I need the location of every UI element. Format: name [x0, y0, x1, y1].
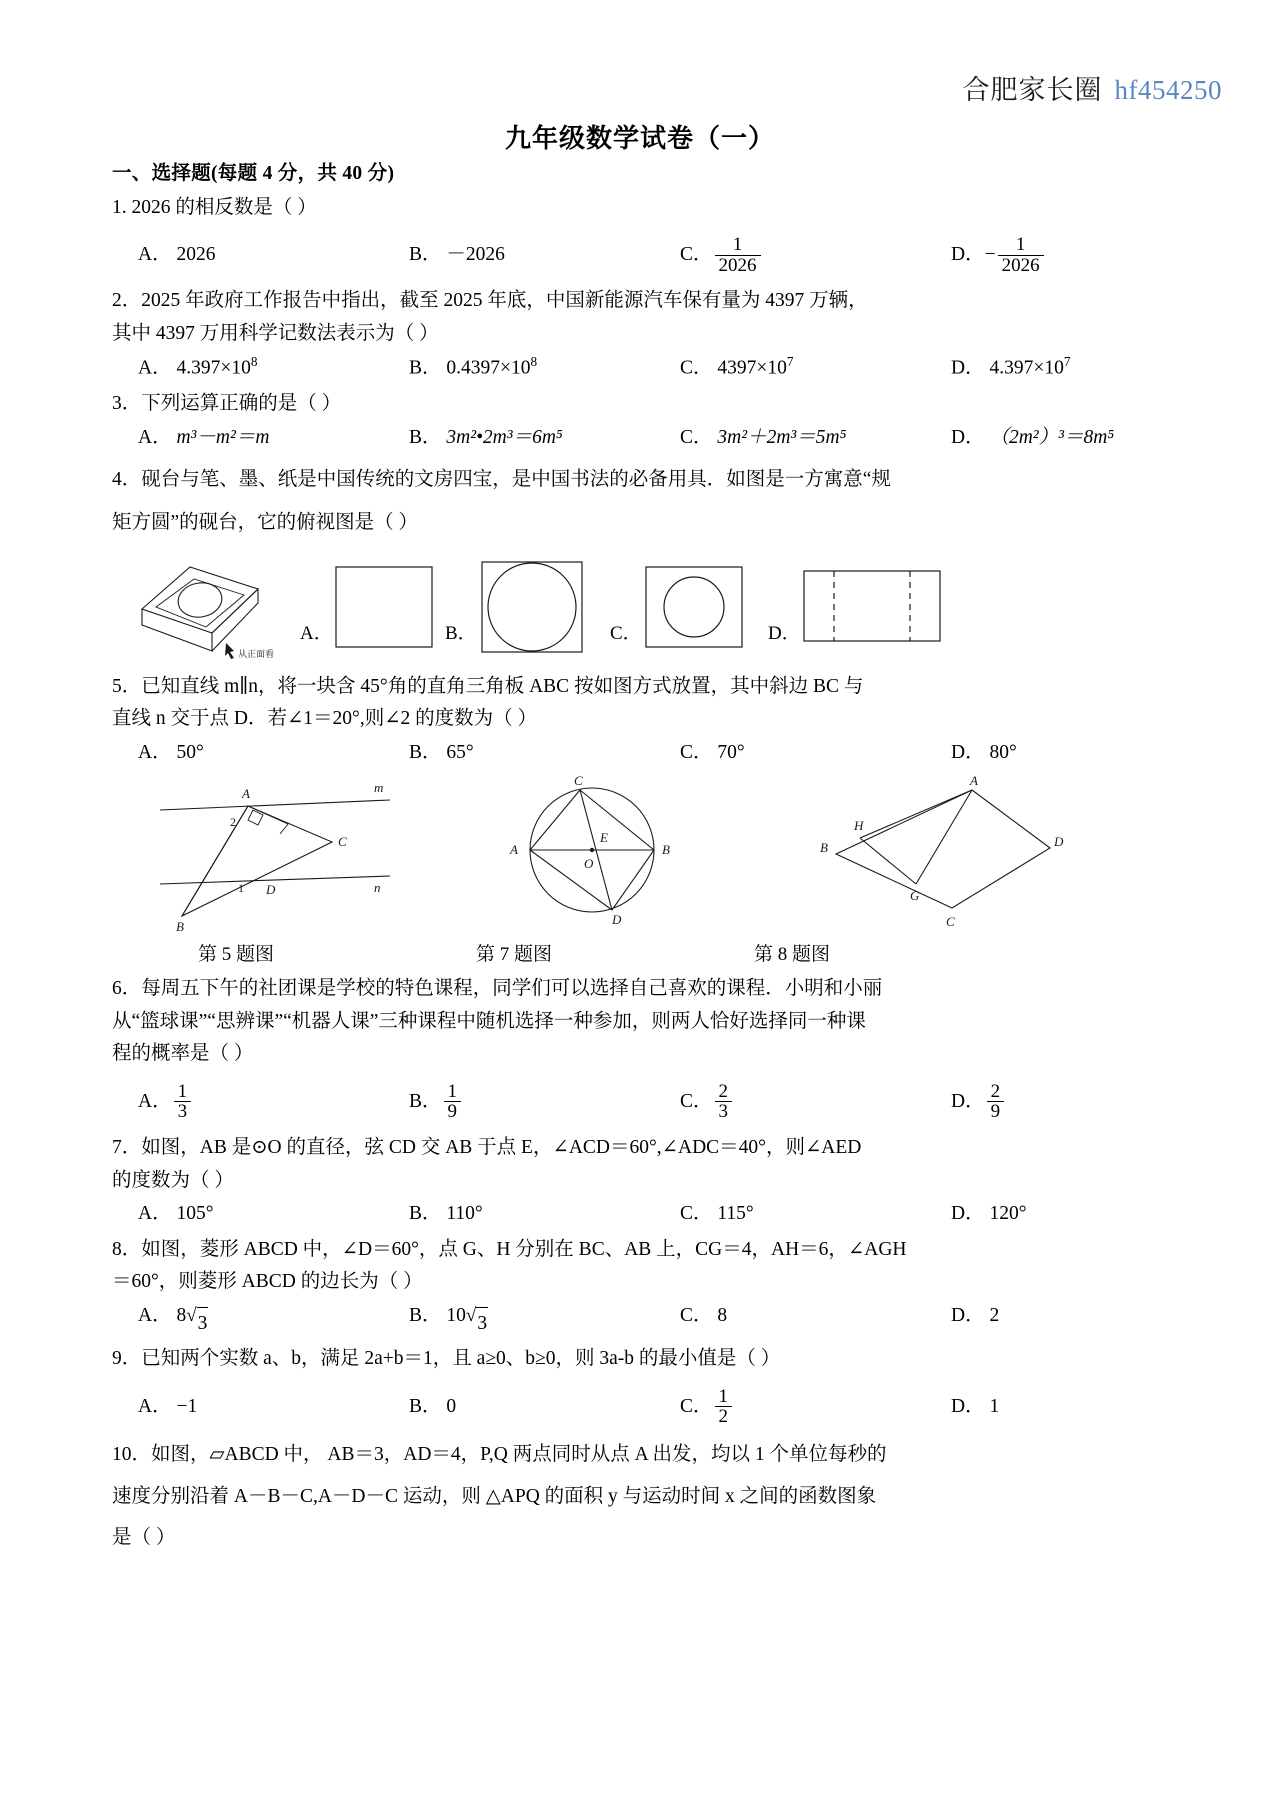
question-6-options	[112, 1076, 1222, 1128]
option-6-D[interactable]	[951, 1082, 1222, 1123]
option-1-B[interactable]	[409, 239, 680, 271]
option-3-A-text: m³－m²＝m	[176, 426, 270, 448]
option-3-C-text: 3m²＋2m³＝5m⁵	[717, 426, 847, 448]
option-4-B-label: B．	[445, 622, 477, 644]
option-8-C-text: 8	[717, 1304, 728, 1326]
fig8-label-A: A	[970, 776, 978, 789]
option-9-A[interactable]	[138, 1391, 409, 1423]
option-1-C-label: C．	[680, 244, 713, 266]
question-2-options	[112, 351, 1222, 384]
watermark-brand: 合肥家长圈	[962, 75, 1103, 105]
option-6-C[interactable]	[680, 1082, 951, 1123]
fig7-center-dot	[590, 848, 594, 852]
option-2-B-label: B．	[409, 357, 442, 379]
option-5-B-label: B．	[409, 741, 442, 763]
fig8-label-D: D	[1054, 834, 1064, 850]
option-4-D-figure[interactable]	[802, 569, 942, 645]
option-1-A-text: 2026	[176, 244, 216, 266]
page-title: 九年级数学试卷（一）	[504, 124, 775, 153]
option-3-C[interactable]	[680, 422, 951, 454]
fig5-angle-2: 2	[230, 815, 236, 830]
option-5-B[interactable]	[409, 737, 680, 769]
option-5-B-text: 65°	[446, 741, 474, 763]
sqrt-3-a: √ 3	[186, 1306, 208, 1340]
option-2-C-label: C．	[680, 357, 713, 379]
option-4-C-figure[interactable]	[644, 565, 744, 649]
fig7-label-E: E	[600, 830, 608, 846]
question-9-stem: 9．已知两个实数 a、b，满足 2a+b＝1，且 a≥0、b≥0，则 3a-b 的最小值是（ ）	[112, 1348, 781, 1370]
option-9-D-text: 1	[989, 1396, 1000, 1418]
fraction-denominator: 9	[444, 1101, 462, 1122]
question-6-line3: 程的概率是（ ）	[112, 1043, 254, 1065]
option-3-A-label: A．	[138, 426, 172, 448]
option-8-D-label: D．	[951, 1304, 985, 1326]
fraction-numerator: 2	[718, 1080, 729, 1102]
fig8-label-C: C	[946, 914, 955, 930]
question-5-line2: 直线 n 交于点 D．若∠1＝20°,则∠2 的度数为（ ）	[112, 708, 538, 730]
option-8-D[interactable]	[951, 1300, 1222, 1340]
option-7-D[interactable]	[951, 1198, 1222, 1230]
fig8-label-B: B	[820, 840, 828, 856]
option-2-B[interactable]	[409, 351, 680, 384]
figure-question-8	[812, 776, 1072, 934]
option-5-D-label: D．	[951, 741, 985, 763]
fraction-one-over-2026-d	[998, 235, 1044, 276]
caption-fig-8: 第 8 题图	[754, 944, 831, 966]
option-9-B[interactable]	[409, 1391, 680, 1423]
option-6-B[interactable]	[409, 1082, 680, 1123]
option-9-B-text: 0	[446, 1396, 457, 1418]
option-6-B-fraction	[444, 1082, 462, 1123]
option-6-B-label: B．	[409, 1091, 442, 1113]
option-6-D-label: D．	[951, 1091, 985, 1113]
question-1-stem: 1. 2026 的相反数是（ ）	[112, 196, 317, 218]
question-4-line2: 矩方圆”的砚台，它的俯视图是（ ）	[112, 512, 419, 534]
option-8-B-label: B．	[409, 1304, 442, 1326]
fig7-label-D: D	[612, 912, 622, 928]
sqrt-3-b: √ 3	[466, 1306, 488, 1340]
option-1-D[interactable]	[951, 235, 1222, 276]
option-3-D-text: （2m²）³＝8m⁵	[989, 426, 1115, 448]
figure-question-5	[152, 776, 412, 936]
inkstone-3d-figure	[130, 547, 280, 665]
option-9-D[interactable]	[951, 1391, 1222, 1423]
option-3-D[interactable]	[951, 422, 1222, 454]
fraction-denominator: 2	[715, 1406, 733, 1427]
option-9-B-label: B．	[409, 1396, 442, 1418]
option-2-B-exp: 8	[530, 354, 538, 370]
question-4-figure-row	[112, 547, 1222, 665]
fig7-label-C: C	[574, 773, 583, 789]
geometry-figure-row	[112, 772, 1222, 940]
option-2-D-label: D．	[951, 357, 985, 379]
option-9-D-label: D．	[951, 1396, 985, 1418]
option-8-C-label: C．	[680, 1304, 713, 1326]
option-3-A[interactable]	[138, 422, 409, 454]
fig5-label-m: m	[374, 780, 384, 796]
option-2-C-exp: 7	[786, 354, 794, 370]
question-7-line1: 7．如图，AB 是⊙O 的直径，弦 CD 交 AB 于点 E，∠ACD＝60°,∠ADC＝40°，则∠AED	[112, 1136, 862, 1158]
question-4-line1: 4．砚台与笔、墨、纸是中国传统的文房四宝，是中国书法的必备用具．如图是一方寓意“规	[112, 468, 891, 490]
question-5-options	[112, 737, 1222, 769]
option-3-C-label: C．	[680, 426, 713, 448]
option-3-D-label: D．	[951, 426, 985, 448]
question-8-line2: ＝60°，则菱形 ABCD 的边长为（ ）	[112, 1271, 423, 1293]
option-7-B[interactable]	[409, 1198, 680, 1230]
watermark-id: hf454250	[1114, 75, 1222, 105]
option-7-B-text: 110°	[446, 1203, 483, 1225]
fraction-numerator: 2	[990, 1080, 1001, 1102]
option-1-B-label: B．	[409, 244, 442, 266]
fraction-one-over-2026-c	[715, 235, 761, 276]
fig5-label-A: A	[242, 786, 250, 802]
minus-sign: −	[984, 244, 996, 266]
question-2-line1: 2．2025 年政府工作报告中指出，截至 2025 年底，中国新能源汽车保有量为 4397 万辆，	[112, 290, 868, 312]
fraction-denominator: 9	[987, 1101, 1005, 1122]
question-2-line2: 其中 4397 万用科学记数法表示为（ ）	[112, 322, 439, 344]
question-1-options	[112, 229, 1222, 281]
option-2-C-base: 4397×10	[717, 357, 787, 379]
option-4-B-figure[interactable]	[479, 559, 585, 655]
option-8-D-text: 2	[989, 1304, 1000, 1326]
fraction-numerator: 1	[447, 1080, 458, 1102]
option-6-C-fraction	[715, 1082, 733, 1123]
option-2-A-base: 4.397×10	[176, 357, 251, 379]
fig5-label-D: D	[266, 882, 276, 898]
option-7-C-label: C．	[680, 1203, 713, 1225]
fig8-label-G: G	[910, 888, 920, 904]
option-5-A[interactable]	[138, 737, 409, 769]
question-10-line2: 速度分别沿着 A－B－C,A－D－C 运动，则 △APQ 的面积 y 与运动时间 x 之间的函数图象	[112, 1485, 877, 1507]
option-5-D-text: 80°	[989, 741, 1017, 763]
option-6-D-fraction	[987, 1082, 1005, 1123]
section-heading: 一、选择题(每题 4 分，共 40 分)	[112, 163, 395, 184]
fig5-label-n: n	[374, 880, 381, 896]
option-2-C[interactable]	[680, 351, 951, 384]
option-3-B-text: 3m²•2m³＝6m⁵	[446, 426, 563, 448]
option-5-C[interactable]	[680, 737, 951, 769]
option-8-A-text: 8 √ 3	[176, 1305, 208, 1326]
option-5-A-label: A．	[138, 741, 172, 763]
page-watermark	[963, 68, 1223, 107]
option-4-A-label: A．	[300, 622, 333, 644]
caption-fig-5: 第 5 题图	[198, 944, 275, 966]
option-4-A-figure[interactable]	[334, 565, 434, 649]
fraction-numerator: 1	[1015, 233, 1026, 255]
fraction-denominator: 2026	[715, 255, 761, 276]
option-2-D-base: 4.397×10	[989, 357, 1064, 379]
question-3-options	[112, 422, 1222, 454]
option-7-D-text: 120°	[989, 1203, 1027, 1225]
option-3-B[interactable]	[409, 422, 680, 454]
option-7-D-label: D．	[951, 1203, 985, 1225]
question-7-line2: 的度数为（ ）	[112, 1169, 234, 1191]
option-5-D[interactable]	[951, 737, 1222, 769]
question-5-line1: 5．已知直线 m∥n，将一块含 45°角的直角三角板 ABC 按如图方式放置，其中斜边 BC 与	[112, 675, 864, 697]
option-1-D-label: D．	[951, 244, 985, 266]
option-4-D-label: D．	[768, 622, 801, 644]
question-8-options	[112, 1300, 1222, 1340]
figure-question-7	[492, 772, 702, 932]
option-6-C-label: C．	[680, 1091, 713, 1113]
exam-content	[112, 158, 1222, 1555]
fraction-numerator: 1	[718, 1385, 729, 1407]
option-5-C-text: 70°	[717, 741, 745, 763]
fig8-label-H: H	[854, 818, 864, 834]
option-9-C-fraction	[715, 1387, 733, 1428]
question-6-line1: 6．每周五下午的社团课是学校的特色课程，同学们可以选择自己喜欢的课程．小明和小丽	[112, 978, 883, 1000]
fraction-denominator: 3	[715, 1101, 733, 1122]
question-8-line1: 8．如图，菱形 ABCD 中，∠D＝60°，点 G、H 分别在 BC、AB 上，CG＝4，AH＝6，∠AGH	[112, 1238, 907, 1260]
option-8-C[interactable]	[680, 1300, 951, 1340]
option-9-C[interactable]	[680, 1387, 951, 1428]
option-9-C-label: C．	[680, 1396, 713, 1418]
option-5-A-text: 50°	[176, 741, 204, 763]
fig5-label-C: C	[338, 834, 347, 850]
question-3-stem: 3．下列运算正确的是（ ）	[112, 393, 342, 415]
option-7-A[interactable]	[138, 1198, 409, 1230]
fig7-label-B: B	[662, 842, 670, 858]
fig7-label-O: O	[584, 856, 594, 872]
option-8-B-text: 10 √ 3	[446, 1305, 488, 1326]
figure-captions-row	[112, 940, 1222, 971]
option-6-A-label: A．	[138, 1091, 172, 1113]
option-7-C[interactable]	[680, 1198, 951, 1230]
question-9-options	[112, 1381, 1222, 1433]
option-9-A-label: A．	[138, 1396, 172, 1418]
question-10-line3: 是（ ）	[112, 1527, 176, 1549]
option-6-A-fraction	[174, 1082, 192, 1123]
option-1-A-label: A．	[138, 244, 172, 266]
option-8-B[interactable]	[409, 1300, 680, 1340]
option-1-C[interactable]	[680, 235, 951, 276]
fraction-numerator: 1	[732, 233, 743, 255]
option-7-B-label: B．	[409, 1203, 442, 1225]
option-6-A[interactable]	[138, 1082, 409, 1123]
option-1-B-text: －2026	[446, 244, 505, 266]
fig7-label-A: A	[510, 842, 518, 858]
question-7-options	[112, 1198, 1222, 1230]
option-2-B-base: 0.4397×10	[446, 357, 531, 379]
fig5-angle-1: 1	[238, 881, 244, 896]
option-7-C-text: 115°	[717, 1203, 754, 1225]
question-6-line2: 从“篮球课”“思辨课”“机器人课”三种课程中随机选择一种参加，则两人恰好选择同一种课	[112, 1010, 866, 1032]
option-2-D-exp: 7	[1063, 354, 1071, 370]
option-2-A-label: A．	[138, 357, 172, 379]
option-3-B-label: B．	[409, 426, 442, 448]
option-8-A[interactable]	[138, 1300, 409, 1340]
fraction-numerator: 1	[177, 1080, 188, 1102]
inkstone-view-note: 从正面看	[238, 648, 275, 659]
option-2-A-exp: 8	[250, 354, 258, 370]
option-2-A[interactable]	[138, 351, 409, 384]
option-4-C-label: C．	[610, 622, 642, 644]
option-7-A-label: A．	[138, 1203, 172, 1225]
option-9-A-text: −1	[176, 1396, 198, 1418]
fraction-denominator: 3	[174, 1101, 192, 1122]
fraction-denominator: 2026	[998, 255, 1044, 276]
option-5-C-label: C．	[680, 741, 713, 763]
option-8-A-label: A．	[138, 1304, 172, 1326]
option-1-A[interactable]	[138, 239, 409, 271]
fig5-label-B: B	[176, 919, 184, 935]
option-2-D[interactable]	[951, 351, 1222, 384]
caption-fig-7: 第 7 题图	[476, 944, 553, 966]
option-7-A-text: 105°	[176, 1203, 214, 1225]
question-10-line1: 10．如图，▱ABCD 中， AB＝3，AD＝4，P,Q 两点同时从点 A 出发，均以 1 个单位每秒的	[112, 1443, 887, 1465]
